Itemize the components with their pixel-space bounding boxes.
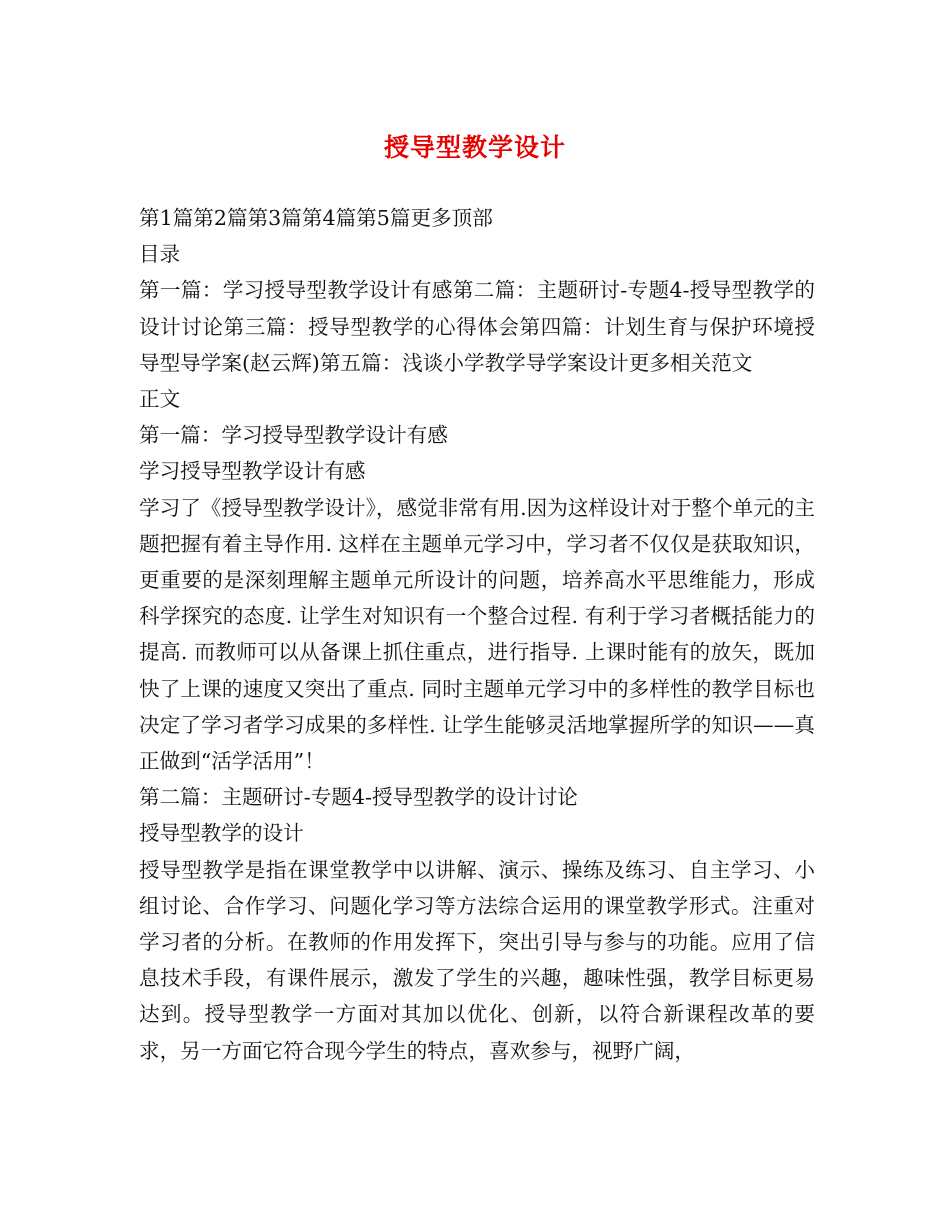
section-1-title: 第一篇：学习授导型教学设计有感 bbox=[139, 423, 448, 448]
section-1-subtitle: 学习授导型教学设计有感 bbox=[139, 459, 366, 484]
section-2-paragraph: 授导型教学是指在课堂教学中以讲解、演示、操练及练习、自主学习、小组讨论、合作学习、问题化学习等方法综合运用的课堂教学形式。注重对学习者的分析。在教师的作用发挥下，突出引导与参与的功能。应用了信息技术手段，有课件展示，激发了学生的兴趣，趣味性强，教学目标更易达到。授导型教学一方面对其加以优化、创新，以符合新课程改革的要求，另一方面它符合现今学生的特点，喜欢参与，视野广阔， bbox=[139, 857, 815, 1063]
document-body bbox=[139, 200, 815, 1069]
section-1-paragraph: 学习了《授导型教学设计》，感觉非常有用.因为这样设计对于整个单元的主题把握有着主导作用. 这样在主题单元学习中，学习者不仅仅是获取知识，更重要的是深刻理解主题单元所设计的问题，培养高水平思维能力，形成科学探究的态度. 让学生对知识有一个整合过程. 有利于学习者概括能力的提高. 而教师可以从备课上抓住重点，进行指导. 上课时能有的放矢，既加快了上课的速度又突出了重点. 同时主题单元学习中的多样性的教学目标也决定了学习者学习成果的多样性. 让学生能够灵活地掌握所学的知识——真正做到“活学活用”！ bbox=[139, 495, 815, 774]
nav-line: 第1篇第2篇第3篇第4篇第5篇更多顶部 bbox=[139, 206, 493, 230]
toc-list: 第一篇：学习授导型教学设计有感第二篇：主题研讨-专题4-授导型教学的设计讨论第三篇：授导型教学的心得体会第四篇：计划生育与保护环境授导型导学案(赵云辉)第五篇：浅谈小学教学导学案设计更多相关范文 bbox=[139, 278, 815, 375]
section-2-subtitle: 授导型教学的设计 bbox=[139, 821, 304, 846]
document-title: 授导型教学设计 bbox=[383, 133, 566, 162]
toc-heading: 目录 bbox=[139, 242, 181, 267]
section-2-title: 第二篇：主题研讨-专题4-授导型教学的设计讨论 bbox=[139, 785, 578, 810]
body-heading: 正文 bbox=[139, 387, 181, 412]
